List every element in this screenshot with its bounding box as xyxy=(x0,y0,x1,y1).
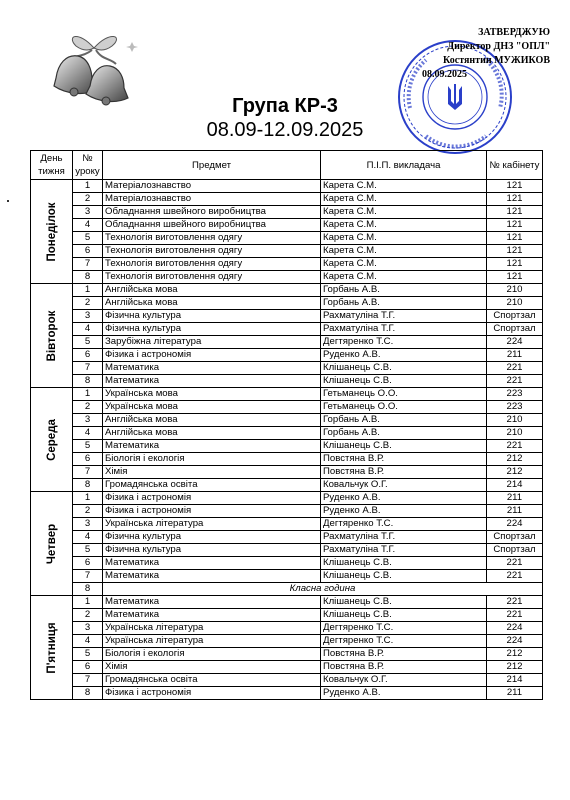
lesson-number: 2 xyxy=(73,505,103,518)
teacher-cell: Карета С.М. xyxy=(321,193,487,206)
day-cell xyxy=(31,388,73,492)
table-row xyxy=(31,674,543,687)
table-row xyxy=(31,193,543,206)
table-row xyxy=(31,375,543,388)
subject-cell: Математика xyxy=(103,375,321,388)
lesson-number: 5 xyxy=(73,544,103,557)
room-cell: 221 xyxy=(487,596,543,609)
room-cell: 223 xyxy=(487,401,543,414)
lesson-number: 6 xyxy=(73,349,103,362)
lesson-number: 3 xyxy=(73,622,103,635)
room-cell: 211 xyxy=(487,505,543,518)
room-cell: 221 xyxy=(487,609,543,622)
room-cell: 121 xyxy=(487,232,543,245)
table-row xyxy=(31,570,543,583)
teacher-cell: Клішанець С.В. xyxy=(321,375,487,388)
table-row xyxy=(31,427,543,440)
table-row xyxy=(31,284,543,297)
lesson-number: 4 xyxy=(73,531,103,544)
subject-cell: Фізика і астрономія xyxy=(103,505,321,518)
lesson-number: 2 xyxy=(73,297,103,310)
table-row xyxy=(31,531,543,544)
room-cell: 210 xyxy=(487,284,543,297)
schedule-body xyxy=(31,180,543,700)
table-row xyxy=(31,453,543,466)
approval-heading: ЗАТВЕРДЖУЮ xyxy=(478,27,550,38)
table-row xyxy=(31,245,543,258)
day-cell xyxy=(31,284,73,388)
table-row xyxy=(31,440,543,453)
subject-cell: Українська література xyxy=(103,518,321,531)
room-cell: 221 xyxy=(487,557,543,570)
table-row xyxy=(31,180,543,193)
table-row xyxy=(31,687,543,700)
subject-cell: Англійська мова xyxy=(103,414,321,427)
day-name: Середа xyxy=(45,418,58,461)
teacher-cell: Повстяна В.Р. xyxy=(321,466,487,479)
lesson-number: 3 xyxy=(73,518,103,531)
room-cell: 121 xyxy=(487,206,543,219)
room-cell: 211 xyxy=(487,687,543,700)
teacher-cell: Гетьманець О.О. xyxy=(321,401,487,414)
room-cell: 221 xyxy=(487,375,543,388)
room-cell: 121 xyxy=(487,219,543,232)
room-cell: 121 xyxy=(487,271,543,284)
table-row xyxy=(31,336,543,349)
teacher-cell: Клішанець С.В. xyxy=(321,596,487,609)
table-row xyxy=(31,232,543,245)
room-cell: 223 xyxy=(487,388,543,401)
room-cell: 210 xyxy=(487,414,543,427)
room-cell: 224 xyxy=(487,336,543,349)
subject-cell: Технологія виготовлення одягу xyxy=(103,245,321,258)
teacher-cell: Клішанець С.В. xyxy=(321,557,487,570)
table-row xyxy=(31,258,543,271)
day-cell xyxy=(31,492,73,596)
teacher-cell: Клішанець С.В. xyxy=(321,440,487,453)
table-row xyxy=(31,492,543,505)
subject-cell: Математика xyxy=(103,362,321,375)
table-row xyxy=(31,583,543,596)
subject-cell: Хімія xyxy=(103,661,321,674)
approval-date: 08.09.2025 xyxy=(422,69,467,80)
lesson-number: 1 xyxy=(73,284,103,297)
room-cell: Спортзал xyxy=(487,323,543,336)
room-cell: 212 xyxy=(487,466,543,479)
room-cell: 224 xyxy=(487,518,543,531)
table-row xyxy=(31,362,543,375)
table-header-row xyxy=(31,151,543,180)
room-cell: 121 xyxy=(487,193,543,206)
teacher-cell: Дегтяренко Т.С. xyxy=(321,518,487,531)
lesson-number: 7 xyxy=(73,362,103,375)
room-cell: 210 xyxy=(487,297,543,310)
teacher-cell: Рахматуліна Т.Г. xyxy=(321,531,487,544)
subject-cell: Фізика і астрономія xyxy=(103,349,321,362)
teacher-cell: Рахматуліна Т.Г. xyxy=(321,323,487,336)
table-row xyxy=(31,310,543,323)
room-cell: 210 xyxy=(487,427,543,440)
subject-cell: Математика xyxy=(103,609,321,622)
special-note: Класна година xyxy=(103,583,543,596)
lesson-number: 6 xyxy=(73,245,103,258)
table-row xyxy=(31,271,543,284)
day-cell xyxy=(31,596,73,700)
subject-cell: Українська література xyxy=(103,622,321,635)
lesson-number: 8 xyxy=(73,583,103,596)
teacher-cell: Горбань А.В. xyxy=(321,414,487,427)
subject-cell: Фізична культура xyxy=(103,323,321,336)
table-row xyxy=(31,505,543,518)
room-cell: Спортзал xyxy=(487,531,543,544)
lesson-number: 4 xyxy=(73,635,103,648)
lesson-number: 7 xyxy=(73,466,103,479)
lesson-number: 2 xyxy=(73,609,103,622)
lesson-number: 2 xyxy=(73,193,103,206)
table-row xyxy=(31,388,543,401)
lesson-number: 5 xyxy=(73,440,103,453)
teacher-cell: Клішанець С.В. xyxy=(321,362,487,375)
room-cell: Спортзал xyxy=(487,544,543,557)
room-cell: 221 xyxy=(487,440,543,453)
lesson-number: 1 xyxy=(73,492,103,505)
table-row xyxy=(31,609,543,622)
lesson-number: 3 xyxy=(73,310,103,323)
teacher-cell: Карета С.М. xyxy=(321,180,487,193)
lesson-number: 8 xyxy=(73,479,103,492)
day-name: Четвер xyxy=(45,523,58,564)
teacher-cell: Повстяна В.Р. xyxy=(321,453,487,466)
teacher-cell: Карета С.М. xyxy=(321,258,487,271)
day-cell xyxy=(31,180,73,284)
table-row xyxy=(31,323,543,336)
lesson-number: 7 xyxy=(73,674,103,687)
subject-cell: Українська мова xyxy=(103,388,321,401)
day-name: П'ятниця xyxy=(45,621,58,674)
teacher-cell: Горбань А.В. xyxy=(321,284,487,297)
subject-cell: Українська мова xyxy=(103,401,321,414)
table-row xyxy=(31,596,543,609)
table-row xyxy=(31,466,543,479)
subject-cell: Англійська мова xyxy=(103,297,321,310)
table-row xyxy=(31,661,543,674)
subject-cell: Фізика і астрономія xyxy=(103,492,321,505)
table-row xyxy=(31,414,543,427)
approval-director: Директор ДНЗ "ОПЛ" xyxy=(447,41,550,52)
room-cell: 212 xyxy=(487,661,543,674)
subject-cell: Англійська мова xyxy=(103,427,321,440)
room-cell: 221 xyxy=(487,362,543,375)
teacher-cell: Горбань А.В. xyxy=(321,427,487,440)
lesson-number: 8 xyxy=(73,687,103,700)
subject-cell: Біологія і екологія xyxy=(103,648,321,661)
page-title: Група КР-3 xyxy=(232,95,338,117)
subject-cell: Обладнання швейного виробництва xyxy=(103,206,321,219)
room-cell: 211 xyxy=(487,349,543,362)
teacher-cell: Гетьманець О.О. xyxy=(321,388,487,401)
teacher-cell: Рахматуліна Т.Г. xyxy=(321,544,487,557)
lesson-number: 4 xyxy=(73,323,103,336)
stray-dot xyxy=(7,200,9,202)
teacher-cell: Горбань А.В. xyxy=(321,297,487,310)
approval-name: Костянтин МУЖИКОВ xyxy=(443,55,550,66)
subject-cell: Фізична культура xyxy=(103,544,321,557)
subject-cell: Обладнання швейного виробництва xyxy=(103,219,321,232)
teacher-cell: Карета С.М. xyxy=(321,232,487,245)
schedule-table xyxy=(30,150,543,700)
lesson-number: 7 xyxy=(73,258,103,271)
subject-cell: Технологія виготовлення одягу xyxy=(103,258,321,271)
table-row xyxy=(31,544,543,557)
table-row xyxy=(31,401,543,414)
header-teacher: П.І.П. викладача xyxy=(321,151,487,180)
teacher-cell: Ковальчук О.Г. xyxy=(321,479,487,492)
teacher-cell: Дегтяренко Т.С. xyxy=(321,622,487,635)
room-cell: 221 xyxy=(487,570,543,583)
table-row xyxy=(31,622,543,635)
table-row xyxy=(31,219,543,232)
room-cell: 121 xyxy=(487,245,543,258)
header-room: № кабінету xyxy=(487,151,543,180)
header-subject: Предмет xyxy=(103,151,321,180)
table-row xyxy=(31,518,543,531)
teacher-cell: Дегтяренко Т.С. xyxy=(321,336,487,349)
lesson-number: 5 xyxy=(73,232,103,245)
lesson-number: 5 xyxy=(73,648,103,661)
table-row xyxy=(31,479,543,492)
room-cell: 211 xyxy=(487,492,543,505)
lesson-number: 4 xyxy=(73,219,103,232)
subject-cell: Матеріалознавство xyxy=(103,193,321,206)
lesson-number: 3 xyxy=(73,414,103,427)
lesson-number: 7 xyxy=(73,570,103,583)
day-name: Вівторок xyxy=(45,310,58,361)
subject-cell: Математика xyxy=(103,557,321,570)
lesson-number: 1 xyxy=(73,596,103,609)
room-cell: 224 xyxy=(487,622,543,635)
approval-block xyxy=(412,26,550,82)
teacher-cell: Карета С.М. xyxy=(321,271,487,284)
teacher-cell: Ковальчук О.Г. xyxy=(321,674,487,687)
teacher-cell: Карета С.М. xyxy=(321,206,487,219)
lesson-number: 3 xyxy=(73,206,103,219)
teacher-cell: Карета С.М. xyxy=(321,245,487,258)
lesson-number: 1 xyxy=(73,388,103,401)
subject-cell: Громадянська освіта xyxy=(103,479,321,492)
header-lesson-number: № уроку xyxy=(73,151,103,180)
room-cell: 214 xyxy=(487,674,543,687)
lesson-number: 2 xyxy=(73,401,103,414)
table-row xyxy=(31,648,543,661)
teacher-cell: Руденко А.В. xyxy=(321,349,487,362)
subject-cell: Математика xyxy=(103,570,321,583)
table-row xyxy=(31,557,543,570)
teacher-cell: Клішанець С.В. xyxy=(321,570,487,583)
room-cell: 224 xyxy=(487,635,543,648)
teacher-cell: Руденко А.В. xyxy=(321,687,487,700)
subject-cell: Матеріалознавство xyxy=(103,180,321,193)
day-name: Понеділок xyxy=(45,201,58,262)
lesson-number: 6 xyxy=(73,661,103,674)
subject-cell: Зарубіжна література xyxy=(103,336,321,349)
page-subtitle: 08.09-12.09.2025 xyxy=(206,119,364,141)
lesson-number: 8 xyxy=(73,375,103,388)
table-row xyxy=(31,297,543,310)
room-cell: 212 xyxy=(487,453,543,466)
teacher-cell: Повстяна В.Р. xyxy=(321,661,487,674)
teacher-cell: Клішанець С.В. xyxy=(321,609,487,622)
lesson-number: 4 xyxy=(73,427,103,440)
subject-cell: Математика xyxy=(103,596,321,609)
subject-cell: Технологія виготовлення одягу xyxy=(103,271,321,284)
teacher-cell: Дегтяренко Т.С. xyxy=(321,635,487,648)
subject-cell: Фізична культура xyxy=(103,310,321,323)
subject-cell: Громадянська освіта xyxy=(103,674,321,687)
teacher-cell: Карета С.М. xyxy=(321,219,487,232)
teacher-cell: Повстяна В.Р. xyxy=(321,648,487,661)
subject-cell: Українська література xyxy=(103,635,321,648)
teacher-cell: Руденко А.В. xyxy=(321,492,487,505)
subject-cell: Фізична культура xyxy=(103,531,321,544)
room-cell: 121 xyxy=(487,258,543,271)
room-cell: 121 xyxy=(487,180,543,193)
teacher-cell: Рахматуліна Т.Г. xyxy=(321,310,487,323)
header-day: День тижня xyxy=(31,151,73,180)
subject-cell: Біологія і екологія xyxy=(103,453,321,466)
lesson-number: 6 xyxy=(73,453,103,466)
subject-cell: Технологія виготовлення одягу xyxy=(103,232,321,245)
table-row xyxy=(31,206,543,219)
lesson-number: 6 xyxy=(73,557,103,570)
subject-cell: Фізика і астрономія xyxy=(103,687,321,700)
table-row xyxy=(31,349,543,362)
table-row xyxy=(31,635,543,648)
subject-cell: Хімія xyxy=(103,466,321,479)
subject-cell: Англійська мова xyxy=(103,284,321,297)
room-cell: 214 xyxy=(487,479,543,492)
lesson-number: 8 xyxy=(73,271,103,284)
room-cell: Спортзал xyxy=(487,310,543,323)
room-cell: 212 xyxy=(487,648,543,661)
teacher-cell: Руденко А.В. xyxy=(321,505,487,518)
lesson-number: 5 xyxy=(73,336,103,349)
lesson-number: 1 xyxy=(73,180,103,193)
subject-cell: Математика xyxy=(103,440,321,453)
